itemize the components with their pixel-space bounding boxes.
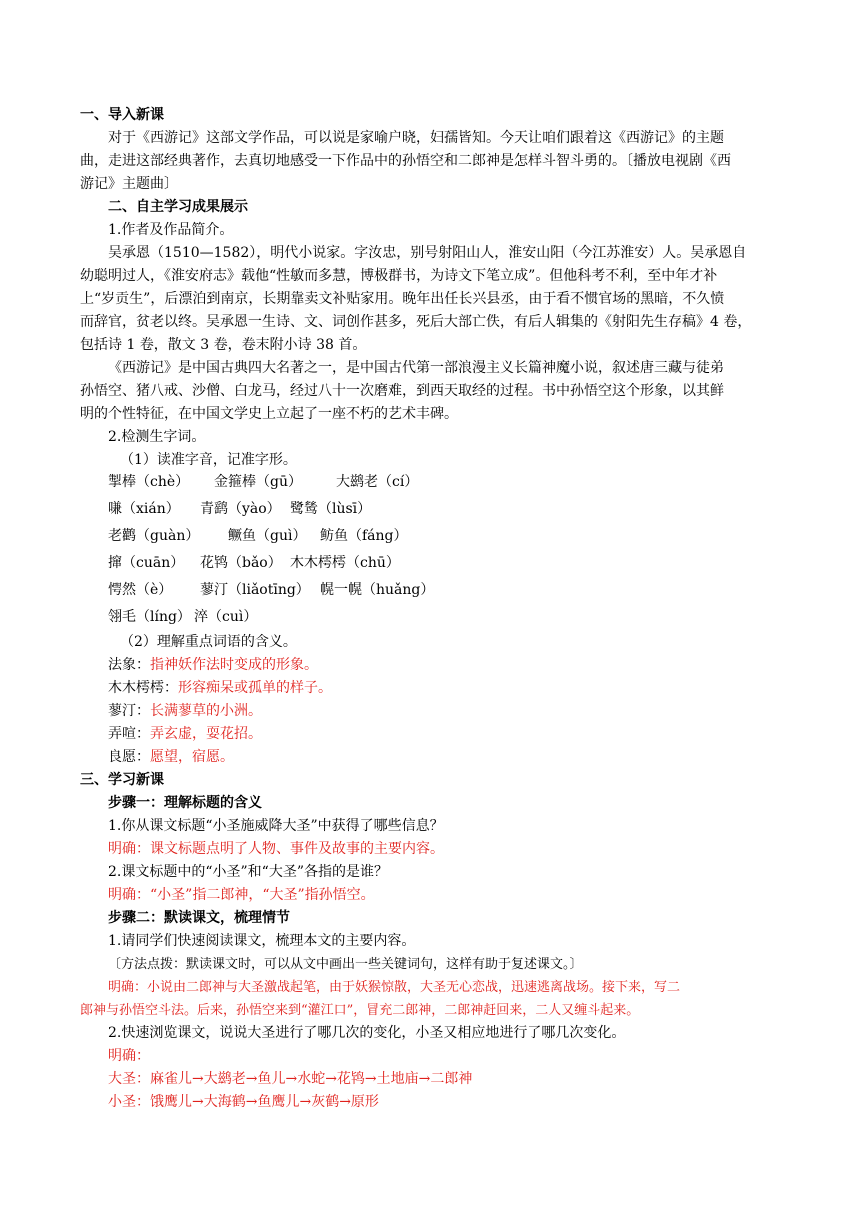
definition-meaning: 形容痴呆或孤单的样子。 bbox=[178, 680, 332, 696]
vocab-word: 花鸨（bǎo） bbox=[200, 555, 282, 571]
intro-paragraph-line: 曲，走进这部经典著作，去真切地感受一下作品中的孙悟空和二郎神是怎样斗智斗勇的。〔播放电视剧《西 bbox=[80, 153, 731, 169]
vocab-word: 木木樗樗（chū） bbox=[290, 555, 400, 571]
definition-meaning: 指神妖作法时变成的形象。 bbox=[150, 657, 318, 673]
definition-line bbox=[108, 700, 780, 723]
answer-label: 明确： bbox=[108, 1048, 150, 1064]
dasheng-transformations: 大圣：麻雀儿→大鹚老→鱼儿→水蛇→花鸨→土地庙→二郎神 bbox=[108, 1071, 473, 1087]
vocab-word: 掣棒（chè） bbox=[108, 474, 190, 490]
definition-line bbox=[108, 723, 780, 746]
section-heading-new-lesson: 三、学习新课 bbox=[80, 772, 164, 788]
definition-meaning: 愿望，宿愿。 bbox=[150, 749, 234, 765]
work-paragraph-line: 《西游记》是中国古典四大名著之一，是中国古代第一部浪漫主义长篇神魔小说，叙述唐三藏与徒弟 bbox=[108, 360, 724, 376]
vocab-word: 大鹚老（cí） bbox=[336, 474, 419, 490]
work-paragraph-line: 孙悟空、猪八戒、沙僧、白龙马，经过八十一次磨难，到西天取经的过程。书中孙悟空这个形象，以其鲜 bbox=[80, 383, 724, 399]
definition-line bbox=[108, 654, 780, 677]
author-paragraph-line: 幼聪明过人，《淮安府志》载他“性敏而多慧，博极群书，为诗文下笔立成”。但他科考不利，至中年才补 bbox=[80, 268, 718, 284]
author-paragraph-line: 上“岁贡生”，后漂泊到南京，长期靠卖文补贴家用。晚年出任长兴县丞，由于看不惯官场的黑暗，不久愤 bbox=[80, 291, 725, 307]
step-one-heading: 步骤一：理解标题的含义 bbox=[108, 795, 262, 811]
item-author-intro: 1.作者及作品简介。 bbox=[108, 222, 234, 238]
intro-paragraph-line: 对于《西游记》这部文学作品，可以说是家喻户晓，妇孺皆知。今天让咱们跟着这《西游记》的主题 bbox=[108, 130, 724, 146]
vocab-word: 翎毛（líng） bbox=[108, 609, 191, 625]
method-tip: 〔方法点拨：默读课文时，可以从文中画出一些关键词句，这样有助于复述课文。〕 bbox=[108, 957, 583, 972]
question-line: 2.快速浏览课文，说说大圣进行了哪几次的变化，小圣又相应地进行了哪几次变化。 bbox=[108, 1025, 626, 1041]
definition-line bbox=[108, 746, 780, 769]
vocab-subheading-pronunciation: （1）读准字音，记准字形。 bbox=[120, 452, 297, 468]
definition-term: 木木樗樗： bbox=[108, 680, 178, 696]
question-line: 2.课文标题中的“小圣”和“大圣”各指的是谁？ bbox=[108, 864, 388, 880]
section-heading-intro: 一、导入新课 bbox=[80, 107, 164, 123]
author-paragraph-line: 包括诗 1 卷，散文 3 卷，卷末附小诗 38 首。 bbox=[80, 337, 367, 353]
section-heading-self-study: 二、自主学习成果展示 bbox=[108, 199, 248, 215]
xiaosheng-transformations: 小圣：饿鹰儿→大海鹤→鱼鹰儿→灰鹤→原形 bbox=[108, 1094, 379, 1110]
vocab-word: 幌一幌（huǎng） bbox=[320, 582, 435, 598]
vocab-word: 鳜鱼（guì） bbox=[228, 528, 307, 544]
definition-meaning: 弄玄虚，耍花招。 bbox=[150, 726, 262, 742]
vocab-word: 青鹞（yào） bbox=[200, 501, 281, 517]
definition-meaning: 长满蓼草的小洲。 bbox=[150, 703, 262, 719]
vocab-word: 鹭鸶（lùsī） bbox=[290, 501, 372, 517]
answer-line: 明确：课文标题点明了人物、事件及故事的主要内容。 bbox=[108, 841, 444, 857]
definition-term: 蓼汀： bbox=[108, 703, 150, 719]
vocab-word: 愕然（è） bbox=[108, 582, 173, 598]
definition-line bbox=[108, 677, 780, 700]
definition-term: 弄喧： bbox=[108, 726, 150, 742]
answer-line: 明确：“小圣”指二郎神，“大圣”指孙悟空。 bbox=[108, 887, 375, 903]
author-paragraph-line: 吴承恩（1510—1582），明代小说家。字汝忠，别号射阳山人，淮安山阳（今江苏淮安）人。吴承恩自 bbox=[108, 245, 747, 261]
step-two-heading: 步骤二：默读课文，梳理情节 bbox=[108, 910, 290, 926]
item-vocab-check: 2.检测生字词。 bbox=[108, 429, 206, 445]
question-line: 1.请同学们快速阅读课文，梳理本文的主要内容。 bbox=[108, 933, 416, 949]
vocab-word: 金箍棒（gū） bbox=[214, 474, 302, 490]
definition-term: 法象： bbox=[108, 657, 150, 673]
vocab-word: 嗛（xián） bbox=[108, 501, 180, 517]
question-line: 1.你从课文标题“小圣施威降大圣”中获得了哪些信息？ bbox=[108, 818, 444, 834]
work-paragraph-line: 明的个性特征，在中国文学史上立起了一座不朽的艺术丰碑。 bbox=[80, 406, 458, 422]
vocab-word: 老鹳（guàn） bbox=[108, 528, 200, 544]
vocab-word: 撺（cuān） bbox=[108, 555, 185, 571]
answer-line: 郎神与孙悟空斗法。后来，孙悟空来到“灌江口”，冒充二郎神，二郎神赶回来，二人又缠斗起来。 bbox=[80, 1003, 640, 1018]
definition-term: 良愿： bbox=[108, 749, 150, 765]
author-paragraph-line: 而辞官，贫老以终。吴承恩一生诗、文、词创作甚多，死后大部亡佚，有后人辑集的《射阳先生存稿》4 卷， bbox=[80, 314, 752, 330]
intro-paragraph-line: 游记》主题曲〕 bbox=[80, 176, 178, 192]
vocab-word: 蓼汀（liǎotīng） bbox=[200, 582, 310, 598]
vocab-word: 鲂鱼（fáng） bbox=[320, 528, 408, 544]
vocab-subheading-meaning: （2）理解重点词语的含义。 bbox=[120, 634, 297, 650]
vocab-word: 淬（cuì） bbox=[194, 609, 258, 625]
answer-line: 明确：小说由二郎神与大圣激战起笔，由于妖猴惊散，大圣无心恋战，迅速逃离战场。接下来，写二 bbox=[108, 980, 681, 995]
